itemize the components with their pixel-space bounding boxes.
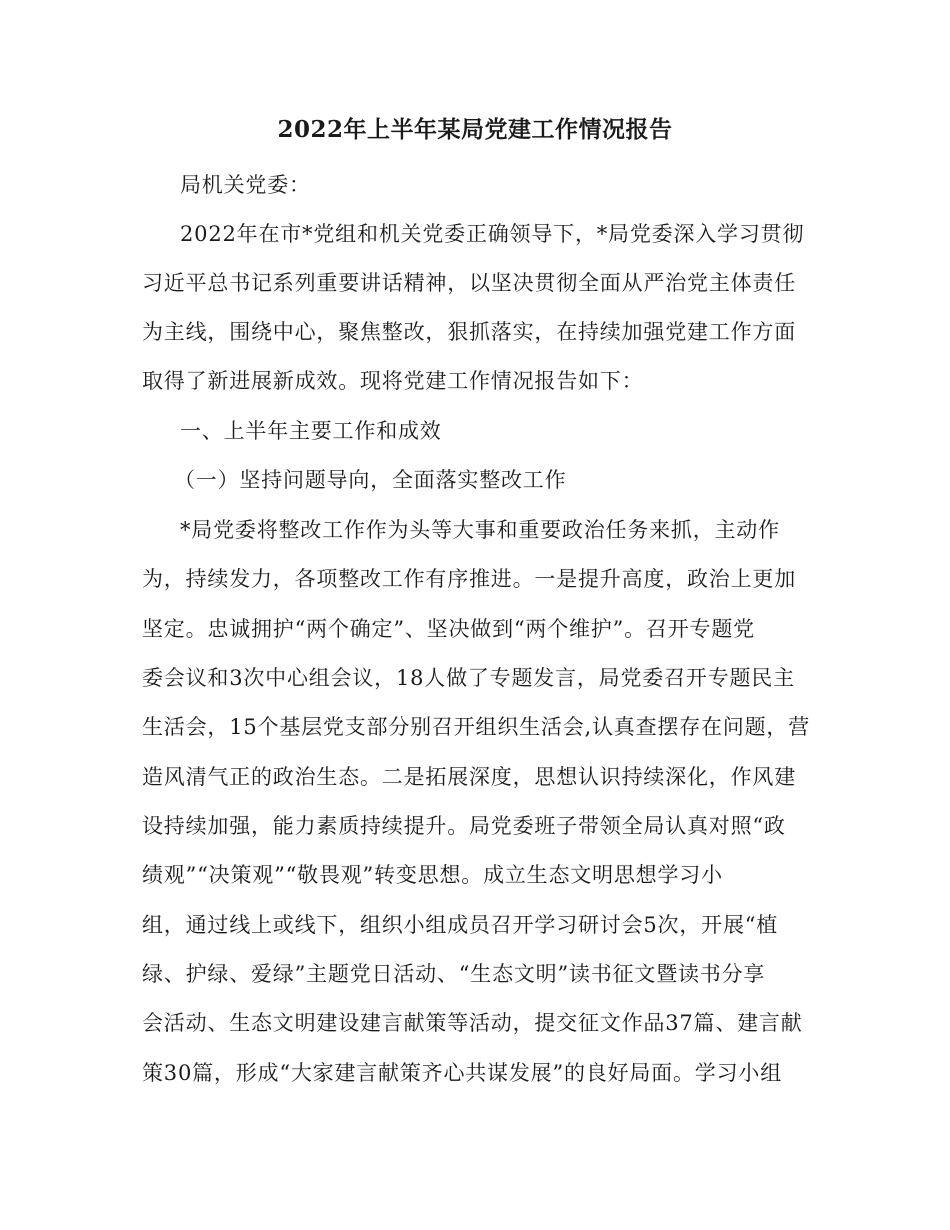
- intro-line-1: 2022年在市*党组和机关党委正确领导下，*局党委深入学习贯彻: [180, 222, 805, 246]
- body-line-9: 组，通过线上或线下，组织小组成员召开学习研讨会5次，开展“植: [142, 913, 779, 937]
- body-line-4: 委会议和3次中心组会议，18人做了专题发言，局党委召开专题民主: [142, 666, 795, 690]
- body-line-5: 生活会，15个基层党支部分别召开组织生活会,认真查摆存在问题，营: [142, 715, 810, 739]
- document-title: 2022年上半年某局党建工作情况报告: [277, 116, 673, 143]
- salutation: 局机关党委：: [180, 173, 311, 197]
- section-heading: 一、上半年主要工作和成效: [180, 419, 442, 443]
- intro-line-3: 为主线，围绕中心，聚焦整改，狠抓落实，在持续加强党建工作方面: [142, 320, 796, 344]
- body-line-1: *局党委将整改工作作为头等大事和重要政治任务来抓，主动作: [180, 518, 780, 542]
- body-line-12: 策30篇，形成“大家建言献策齐心共谋发展”的良好局面。学习小组: [142, 1061, 782, 1085]
- subsection-heading: （一）坚持问题导向，全面落实整改工作: [174, 468, 567, 492]
- body-line-8: 绩观”“决策观”“敬畏观”转变思想。成立生态文明思想学习小: [142, 863, 723, 887]
- body-line-7: 设持续加强，能力素质持续提升。局党委班子带领全局认真对照“政: [142, 814, 786, 838]
- body-line-3: 坚定。忠诚拥护“两个确定”、坚决做到“两个维护”。召开专题党: [142, 617, 755, 641]
- intro-line-4: 取得了新进展新成效。现将党建工作情况报告如下：: [142, 369, 644, 393]
- body-line-6: 造风清气正的政治生态。二是拓展深度，思想认识持续深化，作风建: [142, 765, 796, 789]
- body-line-11: 会活动、生态文明建设建言献策等活动，提交征文作品37篇、建言献: [142, 1011, 803, 1035]
- body-line-10: 绿、护绿、爱绿”主题党日活动、“生态文明”读书征文暨读书分享: [142, 962, 766, 986]
- intro-line-2: 习近平总书记系列重要讲话精神，以坚决贯彻全面从严治党主体责任: [142, 271, 796, 295]
- body-line-2: 为，持续发力，各项整改工作有序推进。一是提升高度，政治上更加: [142, 567, 796, 591]
